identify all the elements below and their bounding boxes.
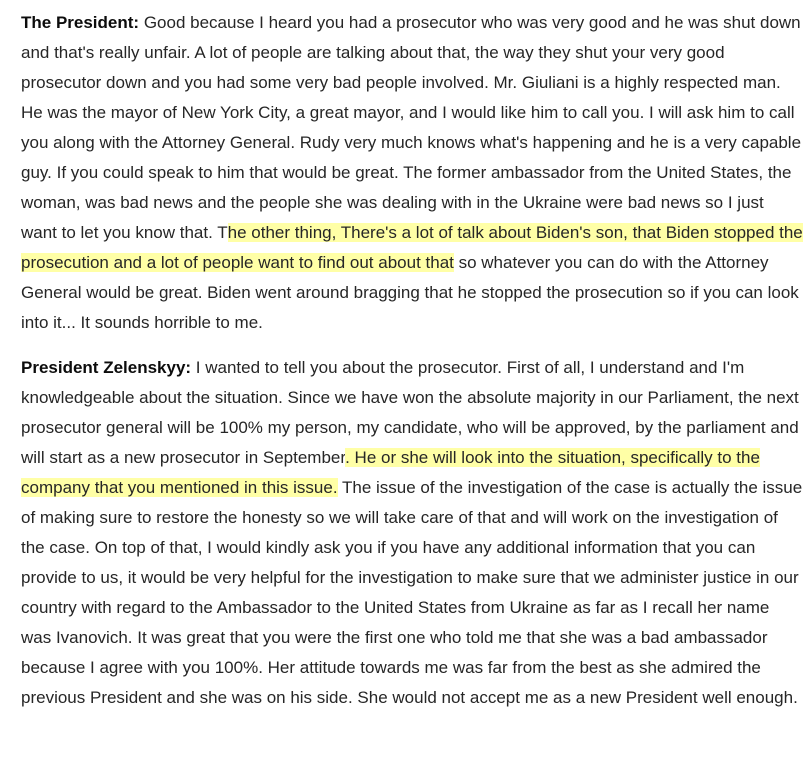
statement-text: Good because I heard you had a prosecutor who was very good and he was shut down and that's really unfair. A lot of people are talking about that, the way they shut your very good prosecutor down and you had some very bad people involved. Mr. Giuliani is a highly respected man. He was the mayor of New York City, a great mayor, and I would like him to call you. I will ask him to call you along with the Attorney General. Rudy very much knows what's happening and he is a very capable guy. If you could speak to him that would be great. The former ambassador from the United States, the woman, was bad news and the people she was dealing with in the Ukraine were bad news so I just want to let you know that. T	[21, 13, 802, 242]
speaker-label: President Zelenskyy:	[21, 358, 192, 377]
statement-text: so whatever you can do with the Attorney General would be great. Biden went around bragging that he stopped the prosecution so if you can look into it... It sounds horrible to me.	[21, 253, 799, 332]
highlighted-text: . He or she will look into the situation, specifically to the company that you mentioned in this issue.	[21, 448, 760, 497]
statement-text: The issue of the investigation of the case is actually the issue of making sure to restore the honesty so we will take care of that and will work on the investigation of the case. On top of that, I would kindly ask you if you have any additional information that you can provide to us, it would be very helpful for the investigation to make sure that we administer justice in our country with regard to the Ambassador to the United States from Ukraine as far as I recall her name was Ivanovich. It was great that you were the first one who told me that she was a bad ambassador because I agree with you 100%. Her attitude towards me was far from the best as she admired the previous President and she was on his side. She would not accept me as a new President well enough.	[21, 478, 803, 707]
transcript-paragraph-president	[21, 8, 803, 338]
highlighted-text: he other thing, There's a lot of talk about Biden's son, that Biden stopped the prosecution and a lot of people want to find out about that	[21, 223, 803, 272]
speaker-label: The President:	[21, 13, 140, 32]
statement-text: I wanted to tell you about the prosecutor. First of all, I understand and I'm knowledgeable about the situation. Since we have won the absolute majority in our Parliament, the next prosecutor general will be 100% my person, my candidate, who will be approved, by the parliament and will start as a new prosecutor in September	[21, 358, 799, 467]
transcript-paragraph-zelenskyy	[21, 353, 803, 713]
